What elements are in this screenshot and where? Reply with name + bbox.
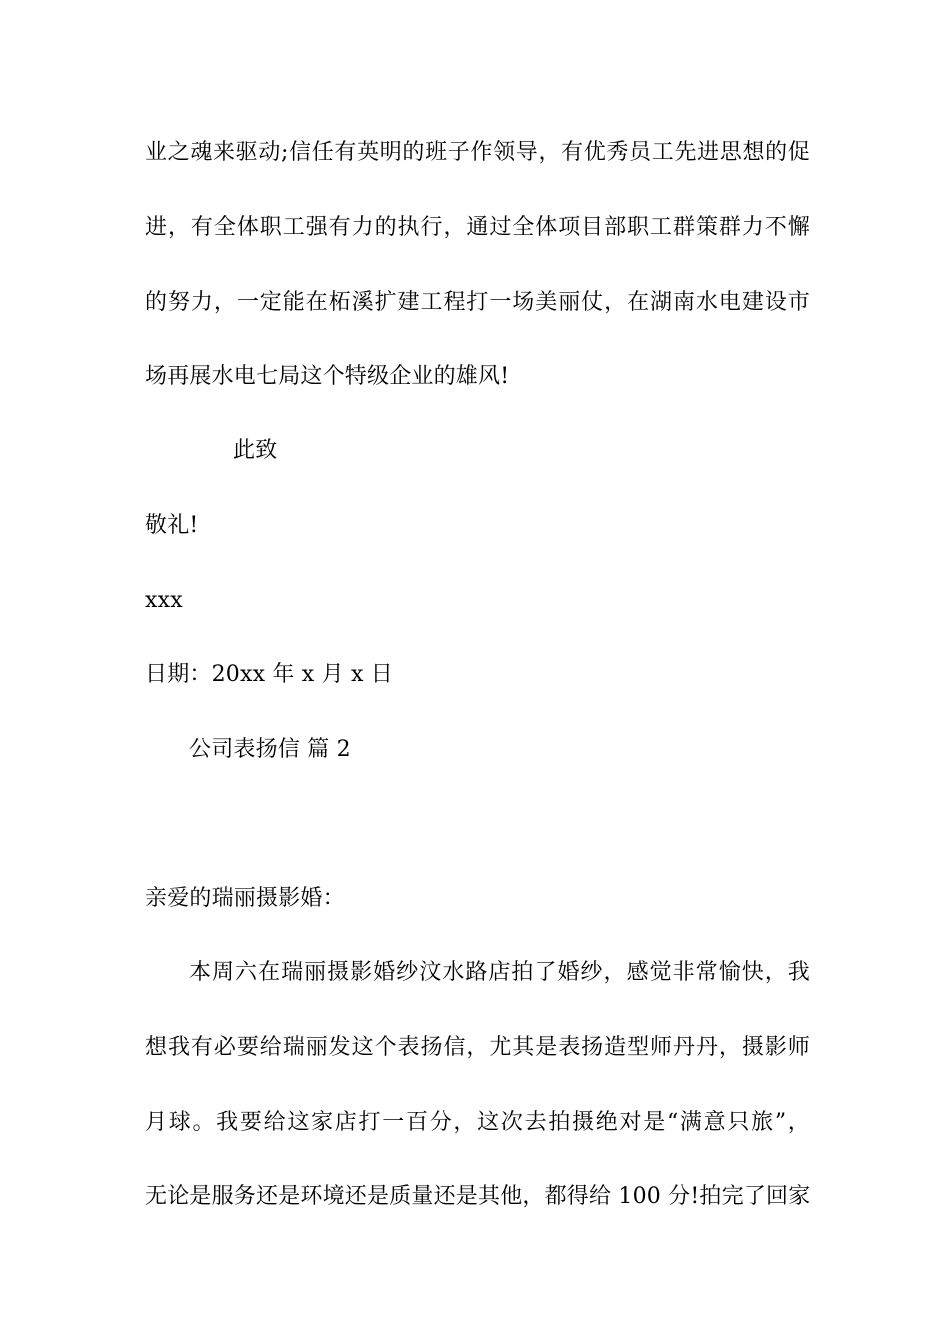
section-heading: 公司表扬信 篇 2	[189, 737, 351, 762]
letter1-body-line-3: 的努力，一定能在柘溪扩建工程打一场美丽仗，在湖南水电建设市	[145, 290, 810, 315]
letter2-body-line-1: 本周六在瑞丽摄影婚纱汶水路店拍了婚纱，感觉非常愉快，我	[189, 960, 810, 985]
signature: xxx	[145, 588, 183, 613]
letter2-body-line-2: 想我有必要给瑞丽发这个表扬信，尤其是表扬造型师丹丹，摄影师	[145, 1035, 810, 1060]
letter1-body-line-1: 业之魂来驱动;信任有英明的班子作领导，有优秀员工先进思想的促	[145, 140, 810, 165]
letter1-body-line-2: 进，有全体职工强有力的执行，通过全体项目部职工群策群力不懈	[145, 215, 810, 240]
date-line: 日期：20xx 年 x 月 x 日	[145, 662, 393, 687]
salutation-jing-li: 敬礼!	[145, 513, 199, 538]
letter2-greeting: 亲爱的瑞丽摄影婚：	[145, 886, 345, 911]
letter1-body-line-4: 场再展水电七局这个特级企业的雄风!	[145, 364, 510, 389]
letter2-body-line-4: 无论是服务还是环境还是质量还是其他，都得给 100 分!拍完了回家	[145, 1184, 811, 1209]
letter2-body-line-3: 月球。我要给这家店打一百分，这次去拍摄绝对是“满意只旅”，	[145, 1110, 810, 1135]
salutation-ci-zhi: 此致	[233, 438, 278, 463]
